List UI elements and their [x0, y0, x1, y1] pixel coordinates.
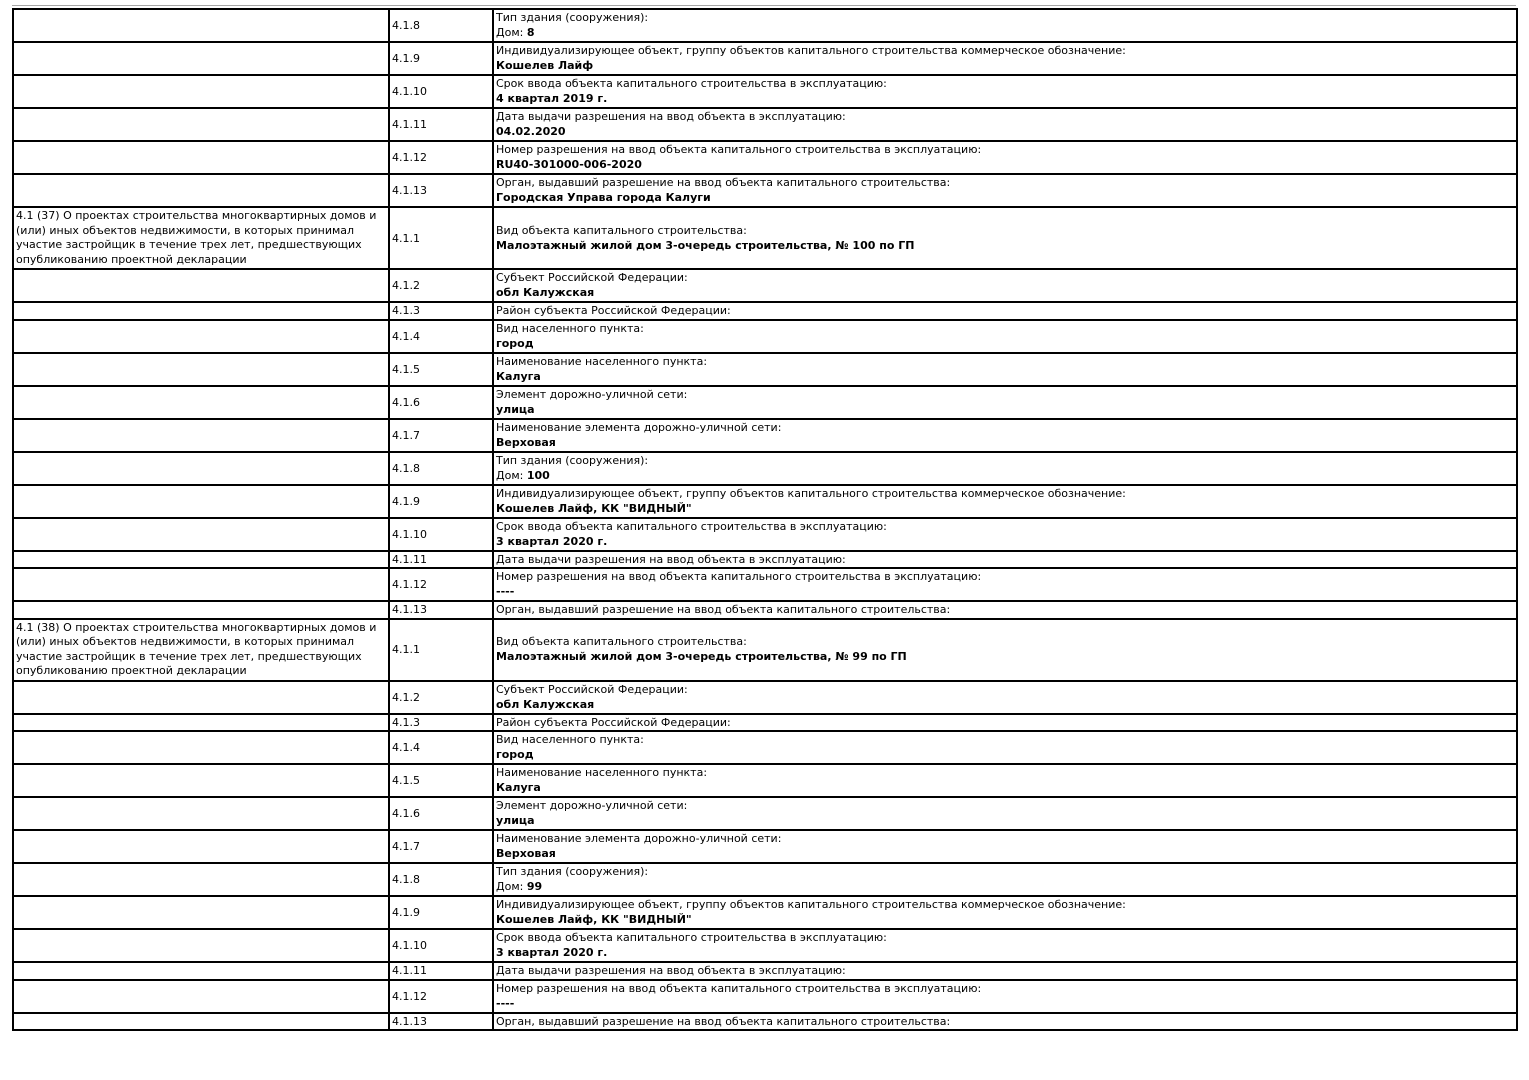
table-row: [13, 681, 1517, 714]
field-value: Городская Управа города Калуги: [496, 191, 711, 204]
field-label: Вид населенного пункта:: [496, 321, 644, 335]
field-value-line: [496, 997, 1512, 1011]
field-label: Элемент дорожно-уличной сети:: [496, 387, 688, 401]
section-filler-cell: [13, 830, 389, 863]
field-label: Срок ввода объекта капитального строительства в эксплуатацию:: [496, 931, 887, 944]
field-label: Наименование населенного пункта:: [496, 766, 708, 779]
item-number: 4.1.12: [389, 980, 493, 1013]
item-number: 4.1.8: [389, 9, 493, 42]
field-cell: [493, 1013, 1517, 1031]
section-filler-cell: [13, 108, 389, 141]
table-row: [13, 568, 1517, 601]
field-label: Тип здания (сооружения):: [496, 453, 649, 467]
field-cell: [493, 141, 1517, 174]
field-label: Район субъекта Российской Федерации:: [496, 715, 731, 729]
field-value: 8: [526, 26, 535, 39]
item-number: 4.1.11: [389, 551, 493, 569]
section-filler-cell: [13, 419, 389, 452]
field-cell: [493, 174, 1517, 207]
item-number: 4.1.4: [389, 320, 493, 353]
item-number: 4.1.10: [389, 75, 493, 108]
item-number: 4.1.4: [389, 731, 493, 764]
table-row: [13, 863, 1517, 896]
field-value-line: [496, 370, 1512, 384]
item-number: 4.1.2: [389, 681, 493, 714]
field-value-line: [496, 698, 1512, 712]
field-cell: [493, 929, 1517, 962]
field-value-line: [496, 92, 1512, 106]
field-value: 99: [526, 880, 543, 893]
field-label: Субъект Российской Федерации:: [496, 271, 688, 284]
item-number: 4.1.8: [389, 452, 493, 485]
section-filler-cell: [13, 797, 389, 830]
field-label: Орган, выдавший разрешение на ввод объекта капитального строительства:: [496, 1014, 951, 1028]
item-number: 4.1.11: [389, 962, 493, 980]
field-cell: [493, 764, 1517, 797]
section-filler-cell: [13, 980, 389, 1013]
section-filler-cell: [13, 141, 389, 174]
field-cell: [493, 302, 1517, 320]
item-number: 4.1.9: [389, 42, 493, 75]
item-number: 4.1.2: [389, 269, 493, 302]
field-cell: [493, 714, 1517, 732]
item-number: 4.1.11: [389, 108, 493, 141]
field-value-line: [496, 748, 1512, 762]
field-value: 3 квартал 2020 г.: [496, 946, 608, 959]
field-value: 4 квартал 2019 г.: [496, 92, 608, 105]
field-label: Район субъекта Российской Федерации:: [496, 304, 731, 317]
table-row: [13, 386, 1517, 419]
item-number: 4.1.5: [389, 764, 493, 797]
field-label: Вид объекта капитального строительства:: [496, 223, 747, 237]
field-value-line: [496, 880, 1512, 894]
field-value-prefix: Дом:: [496, 880, 527, 893]
field-cell: [493, 42, 1517, 75]
field-value-line: [496, 158, 1512, 172]
item-number: 4.1.7: [389, 830, 493, 863]
table-row: [13, 9, 1517, 42]
field-value: Малоэтажный жилой дом 3-очередь строительства, № 100 по ГП: [496, 238, 915, 252]
field-cell: [493, 452, 1517, 485]
table-row: [13, 830, 1517, 863]
field-cell: [493, 980, 1517, 1013]
table-row: [13, 75, 1517, 108]
table-row: [13, 269, 1517, 302]
field-label: Номер разрешения на ввод объекта капитального строительства в эксплуатацию:: [496, 981, 982, 995]
field-value: улица: [496, 814, 535, 827]
section-filler-cell: [13, 386, 389, 419]
field-value-line: [496, 913, 1512, 927]
field-label: Индивидуализирующее объект, группу объектов капитального строительства коммерческое обозначение:: [496, 486, 1126, 500]
field-label: Тип здания (сооружения):: [496, 865, 649, 878]
item-number: 4.1.13: [389, 601, 493, 619]
item-number: 4.1.9: [389, 896, 493, 929]
field-value: Калуга: [496, 781, 541, 794]
field-label: Орган, выдавший разрешение на ввод объекта капитального строительства:: [496, 603, 951, 616]
item-number: 4.1.12: [389, 141, 493, 174]
section-filler-cell: [13, 863, 389, 896]
section-filler-cell: [13, 9, 389, 42]
field-cell: [493, 551, 1517, 569]
section-filler-cell: [13, 601, 389, 619]
field-value-line: [496, 403, 1512, 417]
item-number: 4.1.6: [389, 386, 493, 419]
field-label: Дата выдачи разрешения на ввод объекта в эксплуатацию:: [496, 552, 846, 566]
table-row: [13, 485, 1517, 518]
item-number: 4.1.9: [389, 485, 493, 518]
section-filler-cell: [13, 302, 389, 320]
field-cell: [493, 896, 1517, 929]
field-value-line: [496, 535, 1512, 549]
item-number: 4.1.13: [389, 174, 493, 207]
table-row: [13, 452, 1517, 485]
field-label: Срок ввода объекта капитального строительства в эксплуатацию:: [496, 77, 887, 90]
field-value-line: [496, 946, 1512, 960]
field-value-line: [496, 436, 1512, 450]
field-value-line: [496, 585, 1512, 599]
field-value: 3 квартал 2020 г.: [496, 534, 608, 548]
section-filler-cell: [13, 714, 389, 732]
field-value-prefix: Дом:: [496, 468, 527, 482]
table-row: [13, 518, 1517, 551]
field-cell: [493, 75, 1517, 108]
field-label: Срок ввода объекта капитального строительства в эксплуатацию:: [496, 519, 887, 533]
item-number: 4.1.13: [389, 1013, 493, 1031]
field-value-line: [496, 59, 1512, 73]
field-cell: [493, 207, 1517, 269]
section-filler-cell: [13, 551, 389, 569]
field-value-line: [496, 286, 1512, 300]
field-cell: [493, 9, 1517, 42]
section-filler-cell: [13, 929, 389, 962]
field-value-line: [496, 469, 1512, 483]
field-label: Субъект Российской Федерации:: [496, 682, 688, 696]
table-row: [13, 353, 1517, 386]
field-label: Вид объекта капитального строительства:: [496, 635, 747, 648]
field-value: ----: [496, 585, 515, 598]
field-cell: [493, 601, 1517, 619]
field-cell: [493, 485, 1517, 518]
field-value-line: [496, 125, 1512, 139]
table-row: [13, 619, 1517, 681]
field-cell: [493, 962, 1517, 980]
table-row: [13, 764, 1517, 797]
section-description: 4.1 (37) О проектах строительства многоквартирных домов и (или) иных объектов недвижимости, в которых принимал участие застройщик в течение трех лет, предшествующих опубликованию проектной декларации: [13, 207, 389, 269]
field-label: Наименование населенного пункта:: [496, 354, 708, 368]
field-cell: [493, 386, 1517, 419]
field-value-line: [496, 337, 1512, 351]
section-filler-cell: [13, 174, 389, 207]
section-filler-cell: [13, 1013, 389, 1031]
field-label: Номер разрешения на ввод объекта капитального строительства в эксплуатацию:: [496, 570, 982, 583]
table-row: [13, 320, 1517, 353]
field-cell: [493, 619, 1517, 681]
field-value: Кошелев Лайф, КК "ВИДНЫЙ": [496, 913, 692, 926]
field-value-line: [496, 191, 1512, 205]
field-value: Верховая: [496, 847, 556, 860]
section-filler-cell: [13, 452, 389, 485]
field-value: Кошелев Лайф: [496, 59, 594, 72]
field-value: город: [496, 336, 534, 350]
field-label: Элемент дорожно-уличной сети:: [496, 799, 688, 812]
item-number: 4.1.1: [389, 619, 493, 681]
field-cell: [493, 518, 1517, 551]
field-value: 100: [526, 468, 550, 482]
item-number: 4.1.7: [389, 419, 493, 452]
section-filler-cell: [13, 42, 389, 75]
table-row: [13, 108, 1517, 141]
table-body: [13, 9, 1517, 1030]
table-row: [13, 797, 1517, 830]
field-value: ----: [496, 996, 515, 1010]
field-value-line: [496, 239, 1512, 253]
field-label: Вид населенного пункта:: [496, 733, 644, 746]
section-filler-cell: [13, 75, 389, 108]
field-value-line: [496, 847, 1512, 861]
field-value: RU40-301000-006-2020: [496, 158, 642, 171]
section-filler-cell: [13, 896, 389, 929]
table-row: [13, 962, 1517, 980]
field-label: Орган, выдавший разрешение на ввод объекта капитального строительства:: [496, 176, 951, 189]
table-row: [13, 551, 1517, 569]
table-row: [13, 731, 1517, 764]
item-number: 4.1.1: [389, 207, 493, 269]
field-value: Кошелев Лайф, КК "ВИДНЫЙ": [496, 501, 692, 515]
field-value-line: [496, 781, 1512, 795]
field-cell: [493, 419, 1517, 452]
section-filler-cell: [13, 518, 389, 551]
table-row: [13, 714, 1517, 732]
cropped-row-edge: [12, 5, 1516, 6]
table-row: [13, 419, 1517, 452]
item-number: 4.1.10: [389, 518, 493, 551]
item-number: 4.1.5: [389, 353, 493, 386]
field-label: Индивидуализирующее объект, группу объектов капитального строительства коммерческое обозначение:: [496, 898, 1126, 911]
field-value-prefix: Дом:: [496, 26, 527, 39]
field-value: город: [496, 748, 534, 761]
table-row: [13, 980, 1517, 1013]
section-filler-cell: [13, 269, 389, 302]
field-label: Номер разрешения на ввод объекта капитального строительства в эксплуатацию:: [496, 143, 982, 156]
item-number: 4.1.10: [389, 929, 493, 962]
field-label: Наименование элемента дорожно-уличной сети:: [496, 420, 782, 434]
table-row: [13, 302, 1517, 320]
section-filler-cell: [13, 681, 389, 714]
field-label: Индивидуализирующее объект, группу объектов капитального строительства коммерческое обозначение:: [496, 44, 1126, 57]
field-value-line: [496, 814, 1512, 828]
field-label: Дата выдачи разрешения на ввод объекта в эксплуатацию:: [496, 110, 846, 123]
field-cell: [493, 353, 1517, 386]
field-label: Наименование элемента дорожно-уличной сети:: [496, 832, 782, 845]
field-cell: [493, 797, 1517, 830]
table-row: [13, 929, 1517, 962]
field-value: Калуга: [496, 369, 541, 383]
table-row: [13, 42, 1517, 75]
item-number: 4.1.12: [389, 568, 493, 601]
field-value: улица: [496, 402, 535, 416]
field-value: 04.02.2020: [496, 125, 566, 138]
field-value-line: [496, 502, 1512, 516]
field-value: Верховая: [496, 435, 556, 449]
table-row: [13, 207, 1517, 269]
field-cell: [493, 731, 1517, 764]
field-value-line: [496, 650, 1512, 664]
table-row: [13, 141, 1517, 174]
table-row: [13, 896, 1517, 929]
item-number: 4.1.6: [389, 797, 493, 830]
field-label: Тип здания (сооружения):: [496, 11, 649, 24]
section-filler-cell: [13, 485, 389, 518]
section-filler-cell: [13, 320, 389, 353]
item-number: 4.1.3: [389, 714, 493, 732]
section-filler-cell: [13, 353, 389, 386]
field-cell: [493, 830, 1517, 863]
section-filler-cell: [13, 764, 389, 797]
field-value: обл Калужская: [496, 286, 595, 299]
table-row: [13, 601, 1517, 619]
field-cell: [493, 681, 1517, 714]
project-declaration-table: [12, 8, 1518, 1031]
item-number: 4.1.8: [389, 863, 493, 896]
table-row: [13, 174, 1517, 207]
field-value: обл Калужская: [496, 697, 595, 711]
field-label: Дата выдачи разрешения на ввод объекта в эксплуатацию:: [496, 964, 846, 977]
section-filler-cell: [13, 568, 389, 601]
field-cell: [493, 863, 1517, 896]
field-cell: [493, 108, 1517, 141]
section-description: 4.1 (38) О проектах строительства многоквартирных домов и (или) иных объектов недвижимости, в которых принимал участие застройщик в течение трех лет, предшествующих опубликованию проектной декларации: [13, 619, 389, 681]
field-value-line: [496, 26, 1512, 40]
section-filler-cell: [13, 731, 389, 764]
field-cell: [493, 269, 1517, 302]
item-number: 4.1.3: [389, 302, 493, 320]
field-cell: [493, 320, 1517, 353]
field-cell: [493, 568, 1517, 601]
field-value: Малоэтажный жилой дом 3-очередь строительства, № 99 по ГП: [496, 650, 907, 663]
table-row: [13, 1013, 1517, 1031]
section-filler-cell: [13, 962, 389, 980]
